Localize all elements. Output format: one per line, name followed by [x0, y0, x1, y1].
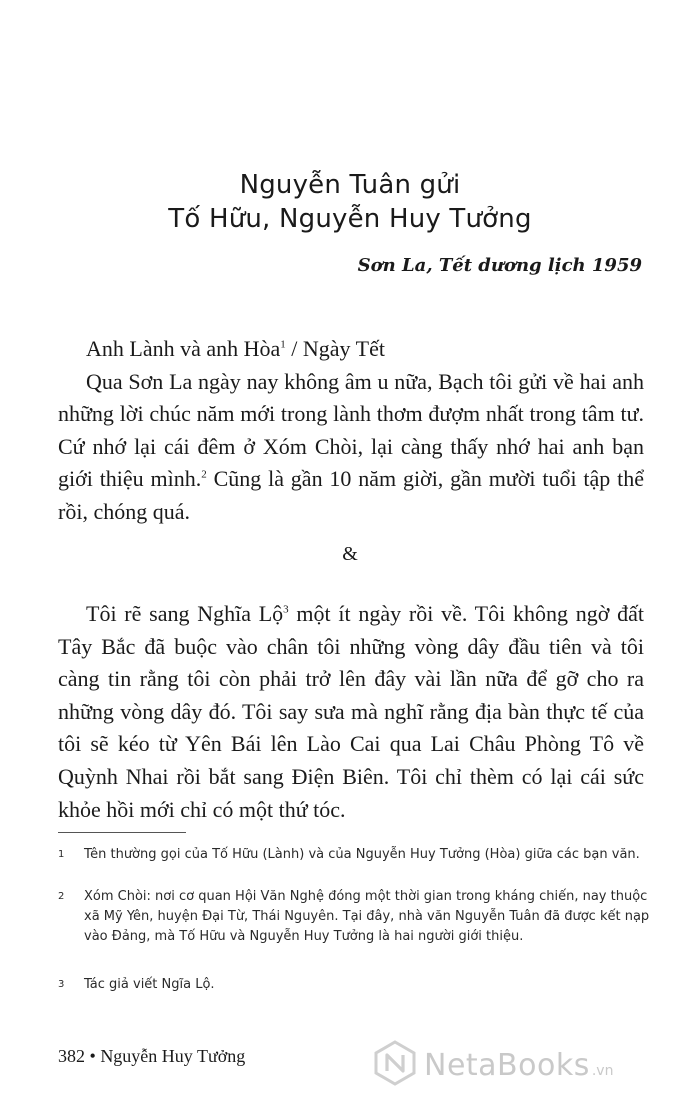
footnote-1	[58, 845, 658, 865]
footnote-number: 3	[58, 979, 65, 990]
footnote-number: 1	[58, 849, 65, 860]
chapter-title-line-1: Nguyễn Tuân gửi	[239, 170, 461, 200]
salutation: Anh Lành và anh Hòa$^1$ / Ngày Tết	[86, 336, 385, 361]
footnote-text: Xóm Chòi: nơi cơ quan Hội Văn Nghệ đóng một thời gian trong kháng chiến, nay thuộc xã Mỹ Yên, huyện Đại Từ, Thái Nguyên. Tại đây, nhà văn Nguyễn Tuân đã được kết nạp vào Đảng, mà Tố Hữu và Nguyễn Huy Tưởng là hai người giới thiệu.	[84, 889, 650, 944]
paragraph-2: Tôi rẽ sang Nghĩa Lộ$^3$ một ít ngày rồi về. Tôi không ngờ đất Tây Bắc đã buộc vào chân tôi những vòng dây đầu tiên và tôi càng tin rằng tôi còn phải trở lên đây vài lần nữa để gỡ cho ra những vòng dây đó. Tôi say sưa mà nghĩ rằng địa bàn thực tế của tôi sẽ kéo từ Yên Bái lên Lào Cai qua Lai Châu Phòng Tô về Quỳnh Nhai rồi bắt sang Điện Biên. Tôi chỉ thèm có lại cái sức khỏe hồi mới chỉ có một thứ tóc.	[58, 601, 644, 822]
watermark-brand: NetaBooks	[424, 1047, 590, 1083]
footnote-text: Tên thường gọi của Tố Hữu (Lành) và của Nguyễn Huy Tưởng (Hòa) giữa các bạn văn.	[84, 847, 640, 862]
footnote-3	[58, 975, 658, 995]
page-footer	[58, 1046, 245, 1067]
letter-opening	[58, 333, 644, 529]
section-separator: &	[342, 543, 358, 565]
running-author: Nguyễn Huy Tưởng	[100, 1046, 246, 1066]
footnote-ref-1[interactable]: 1	[280, 338, 286, 351]
footnote-number: 2	[58, 891, 65, 902]
footnote-text: Tác giả viết Ngĩa Lộ.	[84, 977, 215, 992]
watermark-suffix: .vn	[591, 1063, 614, 1079]
footer-bullet: •	[89, 1046, 96, 1066]
footnote-2	[58, 887, 658, 947]
footnote-ref-3[interactable]: 3	[283, 603, 289, 616]
letter-continuation	[58, 598, 644, 826]
dateline: Sơn La, Tết dương lịch 1959	[357, 255, 642, 276]
footnote-divider	[58, 832, 186, 833]
paragraph-1: Qua Sơn La ngày nay không âm u nữa, Bạch tôi gửi về hai anh những lời chúc năm mới trong lành thơm đượm nhất trong tâm tư. Cứ nhớ lại cái đêm ở Xóm Chòi, lại càng thấy nhớ hai anh bạn giới thiệu mình.$^2$ Cũng là gần 10 năm giời, gần mười tuổi tập thể rồi, chóng quá.	[58, 368, 645, 524]
watermark	[372, 1040, 688, 1090]
page-number: 382	[58, 1046, 85, 1066]
footnote-ref-2[interactable]: 2	[201, 469, 207, 482]
chapter-title-line-2: Tố Hữu, Nguyễn Huy Tưởng	[168, 204, 532, 234]
netabooks-logo-icon	[372, 1040, 418, 1091]
